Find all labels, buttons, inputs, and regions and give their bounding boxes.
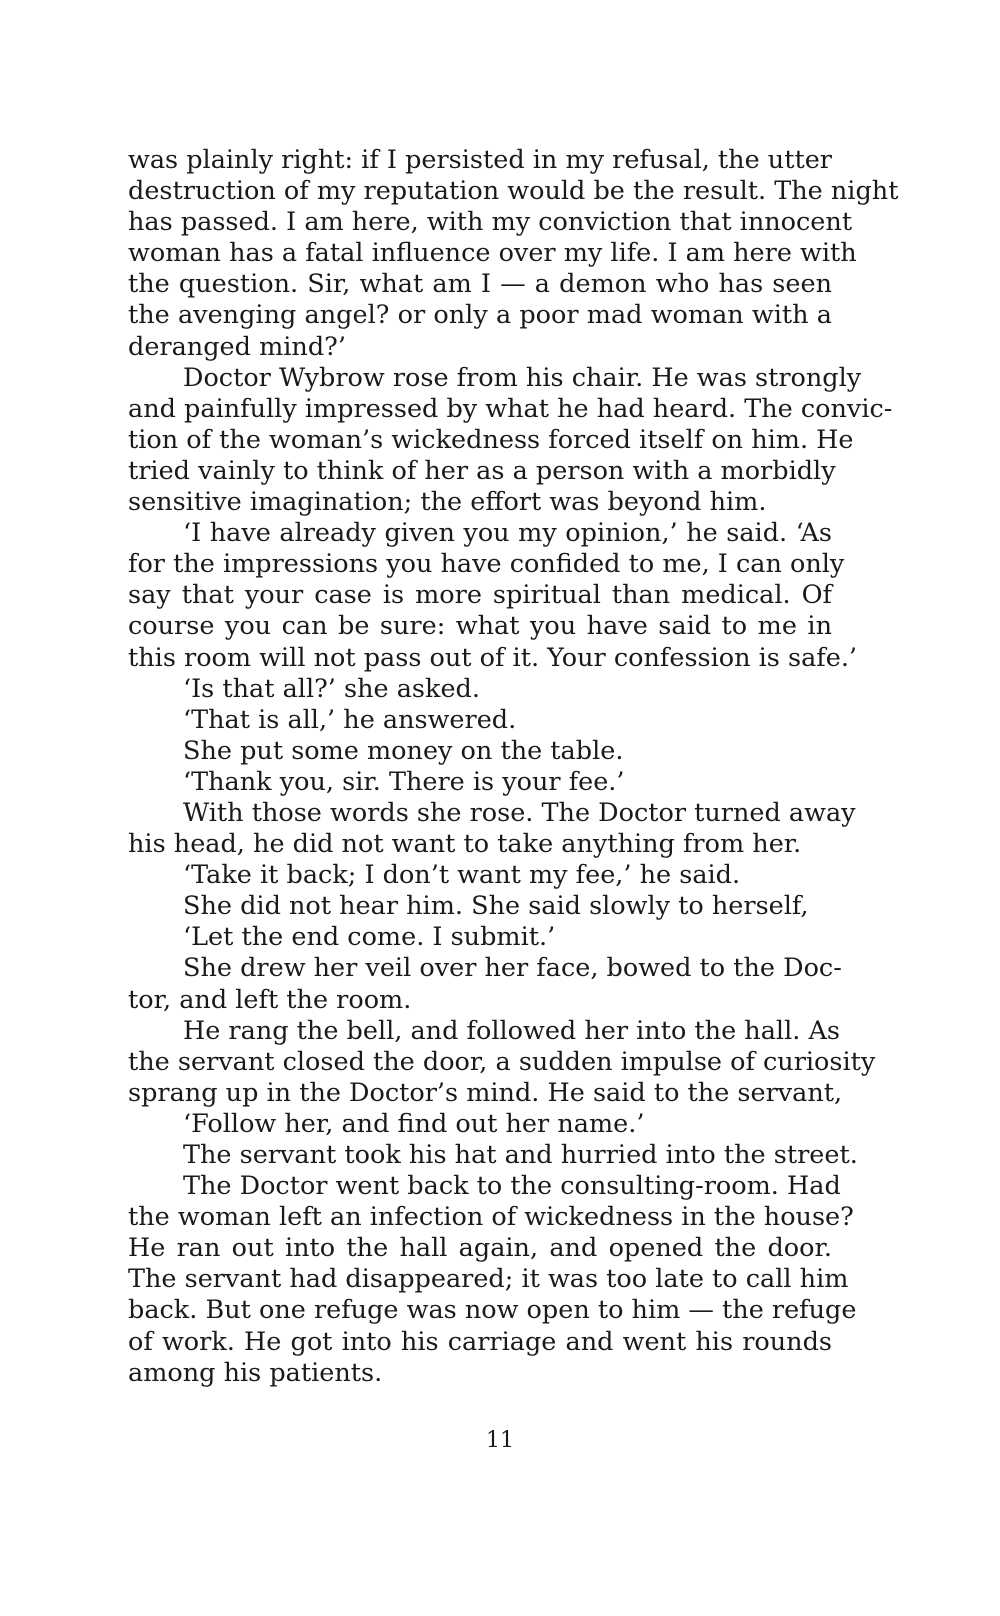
text-line: this room will not pass out of it. Your confession is safe.’ <box>128 642 858 673</box>
text-line: She drew her veil over her face, bowed to the Doc- <box>183 953 842 984</box>
text-line: She put some money on the table. <box>183 735 624 766</box>
text-line: the servant closed the door, a sudden impulse of curiosity <box>128 1046 876 1077</box>
text-line: the avenging angel? or only a poor mad woman with a <box>128 300 832 331</box>
body-text <box>128 145 899 1389</box>
text-line: back. But one refuge was now open to him — the refuge <box>128 1295 857 1326</box>
text-line: She did not hear him. She said slowly to herself, <box>183 891 809 922</box>
text-line: tor, and left the room. <box>128 984 412 1015</box>
text-line: Doctor Wybrow rose from his chair. He was strongly <box>183 362 862 393</box>
text-line: ‘That is all,’ he answered. <box>183 704 517 735</box>
text-line: among his patients. <box>128 1357 383 1388</box>
page-number: 11 <box>486 1428 514 1453</box>
text-line: ‘Thank you, sir. There is your fee.’ <box>183 766 625 797</box>
text-line: say that your case is more spiritual than medical. Of <box>128 580 832 611</box>
text-line: deranged mind?’ <box>128 331 346 362</box>
text-line: ‘Take it back; I don’t want my fee,’ he said. <box>183 860 741 891</box>
text-line: and painfully impressed by what he had heard. The convic- <box>128 393 893 424</box>
text-line: ‘Follow her, and find out her name.’ <box>183 1108 645 1139</box>
text-line: the question. Sir, what am I — a demon who has seen <box>128 269 832 300</box>
text-line: destruction of my reputation would be the result. The night <box>128 176 899 207</box>
text-line: He rang the bell, and followed her into the hall. As <box>183 1015 840 1046</box>
text-line: his head, he did not want to take anything from her. <box>128 829 802 860</box>
text-line: sprang up in the Doctor’s mind. He said to the servant, <box>128 1077 843 1108</box>
text-line: the woman left an infection of wickedness in the house? <box>128 1202 854 1233</box>
text-line: tion of the woman’s wickedness forced itself on him. He <box>128 424 854 455</box>
text-line: ‘Is that all?’ she asked. <box>183 673 480 704</box>
text-line: With those words she rose. The Doctor turned away <box>183 797 856 828</box>
text-line: woman has a fatal influence over my life. I am here with <box>128 238 857 269</box>
text-line: The Doctor went back to the consulting-room. Had <box>183 1171 841 1202</box>
text-line: ‘I have already given you my opinion,’ he said. ‘As <box>183 518 832 549</box>
text-line: tried vainly to think of her as a person with a morbidly <box>128 455 836 486</box>
text-line: The servant took his hat and hurried into the street. <box>183 1140 858 1170</box>
text-line: The servant had disappeared; it was too late to call him <box>128 1264 849 1295</box>
text-line: ‘Let the end come. I submit.’ <box>183 922 556 953</box>
text-line: was plainly right: if I persisted in my refusal, the utter <box>128 145 833 175</box>
text-line: of work. He got into his carriage and went his rounds <box>128 1326 832 1357</box>
text-line: has passed. I am here, with my conviction that innocent <box>128 207 853 238</box>
text-line: sensitive imagination; the effort was beyond him. <box>128 487 767 518</box>
text-line: course you can be sure: what you have said to me in <box>128 611 832 642</box>
text-line: for the impressions you have confided to me, I can only <box>128 549 845 580</box>
text-line: He ran out into the hall again, and opened the door. <box>128 1233 832 1264</box>
